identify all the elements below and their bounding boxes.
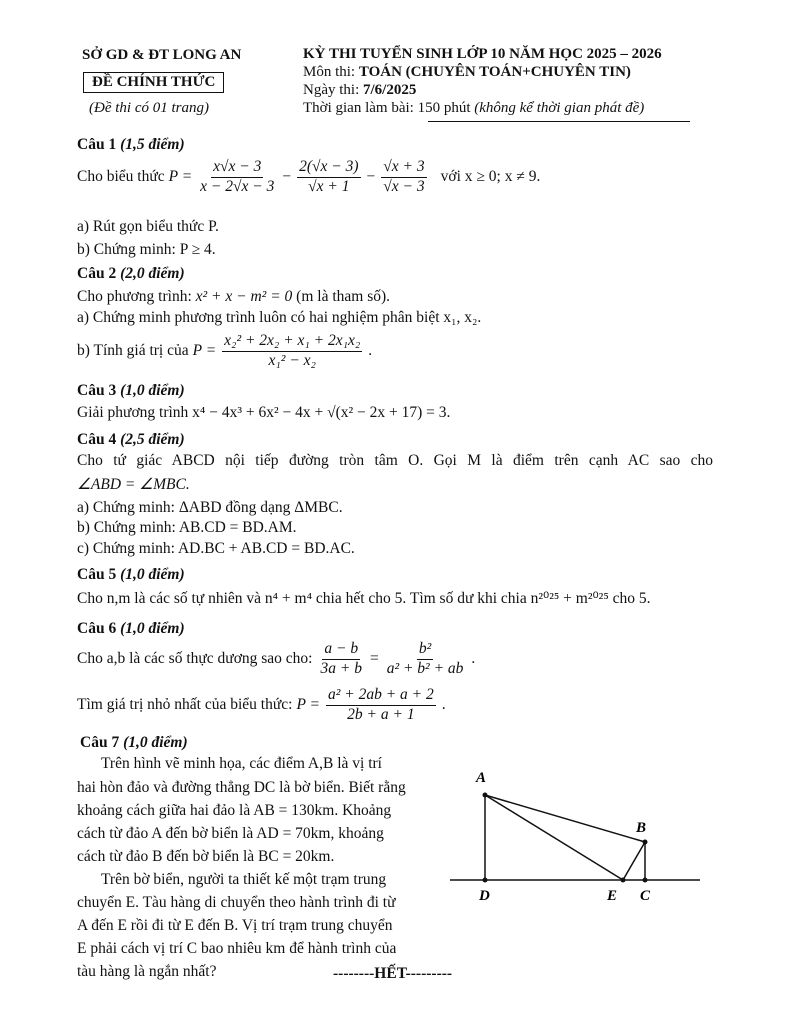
question-7-line: Trên bờ biển, người ta thiết kế một trạm trung xyxy=(101,871,387,888)
fraction-1-num: x√x − 3 xyxy=(211,158,263,178)
left-den: 3a + b xyxy=(320,659,362,677)
subject-label: Môn thi: xyxy=(303,64,356,80)
exam-title: KỲ THI TUYỂN SINH LỚP 10 NĂM HỌC 2025 – 2026 xyxy=(303,46,662,62)
subject-value: TOÁN (CHUYÊN TOÁN+CHUYÊN TIN) xyxy=(358,64,631,80)
point-a xyxy=(483,793,488,798)
time-value: 150 phút xyxy=(417,100,471,116)
question-2-points: (2,0 điểm) xyxy=(120,265,185,282)
question-2b-intro: b) Tính giá trị của xyxy=(77,342,189,360)
question-6-objective xyxy=(77,686,446,724)
header-underline xyxy=(428,121,690,122)
fraction-3-den: √x − 3 xyxy=(383,177,425,195)
date-value: 7/6/2025 xyxy=(363,82,417,98)
period: . xyxy=(471,650,476,668)
point-d xyxy=(483,878,488,883)
question-2-equation: x² + x − m² = 0 xyxy=(195,288,293,305)
question-6-points: (1,0 điểm) xyxy=(120,620,185,637)
question-7-points: (1,0 điểm) xyxy=(123,734,188,751)
question-1-expression xyxy=(77,158,540,196)
question-6-intro: Cho a,b là các số thực dương sao cho: xyxy=(77,650,313,668)
segment-ab xyxy=(485,795,645,842)
date-line xyxy=(303,82,416,99)
left-num: a − b xyxy=(322,640,360,660)
question-6-find: Tìm giá trị nhỏ nhất của biểu thức: xyxy=(77,696,293,714)
question-7-title: Câu 7 xyxy=(80,734,120,751)
page-count-note: (Đề thi có 01 trang) xyxy=(89,100,209,116)
question-7-line: tàu hàng là ngắn nhất? xyxy=(77,963,217,980)
question-7-line: cách từ đảo B đến bờ biển là BC = 20km. xyxy=(77,848,335,865)
question-4a: a) Chứng minh: ΔABD đồng dạng ΔMBC. xyxy=(77,499,343,516)
equals-sign: = xyxy=(369,650,379,668)
question-6-p-fraction xyxy=(326,686,436,724)
question-2b-fraction xyxy=(222,332,362,370)
label-a: A xyxy=(476,770,487,786)
p-den: 2b + a + 1 xyxy=(347,705,415,723)
point-e xyxy=(621,878,626,883)
question-2-intro xyxy=(77,288,390,306)
fraction-1 xyxy=(198,158,276,196)
period: . xyxy=(441,696,446,714)
official-label: ĐỀ CHÍNH THỨC xyxy=(83,72,224,93)
fraction-3 xyxy=(381,158,426,196)
question-6-heading xyxy=(77,620,185,638)
question-2-param: (m là tham số). xyxy=(296,288,391,305)
island-coast-figure xyxy=(440,760,710,920)
question-5-points: (1,0 điểm) xyxy=(120,566,185,583)
question-4-points: (2,5 điểm) xyxy=(120,431,185,448)
label-d: D xyxy=(479,888,490,904)
fraction-1-den: x − 2√x − 3 xyxy=(200,177,275,195)
question-2b xyxy=(77,332,372,370)
time-label: Thời gian làm bài: xyxy=(303,100,414,116)
question-1-points: (1,5 điểm) xyxy=(120,136,185,153)
right-num: b² xyxy=(417,640,433,660)
fraction-2-den: √x + 1 xyxy=(308,177,350,195)
question-2-heading xyxy=(77,265,185,283)
time-line xyxy=(303,100,644,117)
question-7-line: chuyển E. Tàu hàng di chuyển theo hành trình đi từ xyxy=(77,894,396,911)
end-marker: --------HẾT--------- xyxy=(333,965,453,982)
period: . xyxy=(368,342,373,360)
segment-ae xyxy=(485,795,623,880)
question-3-title: Câu 3 xyxy=(77,382,117,399)
point-c xyxy=(643,878,648,883)
time-note: (không kể thời gian phát đề) xyxy=(474,100,645,116)
question-5-title: Câu 5 xyxy=(77,566,117,583)
subject-line xyxy=(303,64,631,81)
question-4-text-1: Cho tứ giác ABCD nội tiếp đường tròn tâm O. Gọi M là điểm trên cạnh AC sao cho xyxy=(77,452,713,469)
question-1b: b) Chứng minh: P ≥ 4. xyxy=(77,241,216,258)
fraction-2 xyxy=(297,158,360,196)
question-4-heading xyxy=(77,431,185,449)
question-7-line: E phải cách vị trí C bao nhiêu km để hành trình của xyxy=(77,940,397,957)
question-7-line: khoảng cách giữa hai đảo là AB = 130km. Khoảng xyxy=(77,802,392,819)
point-b xyxy=(643,840,648,845)
fraction-3-num: √x + 3 xyxy=(381,158,426,178)
question-4b: b) Chứng minh: AB.CD = BD.AM. xyxy=(77,519,297,536)
question-5-heading xyxy=(77,566,185,584)
question-3-points: (1,0 điểm) xyxy=(120,382,185,399)
question-3-text: Giải phương trình x⁴ − 4x³ + 6x² − 4x + √(x² − 2x + 17) = 3. xyxy=(77,404,451,421)
right-den: a² + b² + ab xyxy=(386,659,464,677)
question-1-heading xyxy=(77,136,185,154)
question-2b-p: P = xyxy=(192,342,217,360)
question-7-heading xyxy=(80,734,188,752)
question-2-intro-text: Cho phương trình: xyxy=(77,288,192,305)
label-c: C xyxy=(640,888,651,904)
question-7-line: A đến E rồi đi từ E đến B. Vị trí trạm trung chuyển xyxy=(77,917,393,934)
minus-sign-2: − xyxy=(366,168,376,186)
question-6-title: Câu 6 xyxy=(77,620,117,637)
fraction-2-num: 2(√x − 3) xyxy=(297,158,360,178)
minus-sign-1: − xyxy=(282,168,292,186)
question-4c: c) Chứng minh: AD.BC + AB.CD = BD.AC. xyxy=(77,540,355,557)
question-2-title: Câu 2 xyxy=(77,265,117,282)
segment-eb xyxy=(623,842,645,880)
question-6-p: P = xyxy=(296,696,320,714)
label-e: E xyxy=(607,888,618,904)
question-2b-den: x₁² − x₂ xyxy=(268,351,316,369)
question-1-intro: Cho biểu thức xyxy=(77,168,165,186)
question-1-condition: với x ≥ 0; x ≠ 9. xyxy=(440,168,541,186)
question-5-text: Cho n,m là các số tự nhiên và n⁴ + m⁴ chia hết cho 5. Tìm số dư khi chia n²⁰²⁵ + m²⁰²⁵ cho 5. xyxy=(77,590,651,607)
question-1-title: Câu 1 xyxy=(77,136,117,153)
expr-p-label: P = xyxy=(168,168,193,186)
date-label: Ngày thi: xyxy=(303,82,360,98)
question-1a: a) Rút gọn biểu thức P. xyxy=(77,218,219,235)
question-4-title: Câu 4 xyxy=(77,431,117,448)
question-7-line: Trên hình vẽ minh họa, các điểm A,B là vị trí xyxy=(101,755,382,772)
question-2a: a) Chứng minh phương trình luôn có hai nghiệm phân biệt x₁, x₂. xyxy=(77,309,482,326)
question-4-text-2: ∠ABD = ∠MBC. xyxy=(77,476,190,493)
question-6-left-fraction xyxy=(318,640,363,678)
department-name: SỞ GD & ĐT LONG AN xyxy=(82,47,242,63)
question-7-line: hai hòn đảo và đường thẳng DC là bờ biển. Biết rằng xyxy=(77,779,406,796)
question-2b-num: x₂² + 2x₂ + x₁ + 2x₁x₂ xyxy=(222,332,362,352)
question-7-line: cách từ đảo A đến bờ biển là AD = 70km, khoảng xyxy=(77,825,384,842)
question-6-right-fraction xyxy=(385,640,466,678)
label-b: B xyxy=(636,820,647,836)
question-3-heading xyxy=(77,382,185,400)
p-num: a² + 2ab + a + 2 xyxy=(326,686,436,706)
question-6-condition xyxy=(77,640,475,678)
